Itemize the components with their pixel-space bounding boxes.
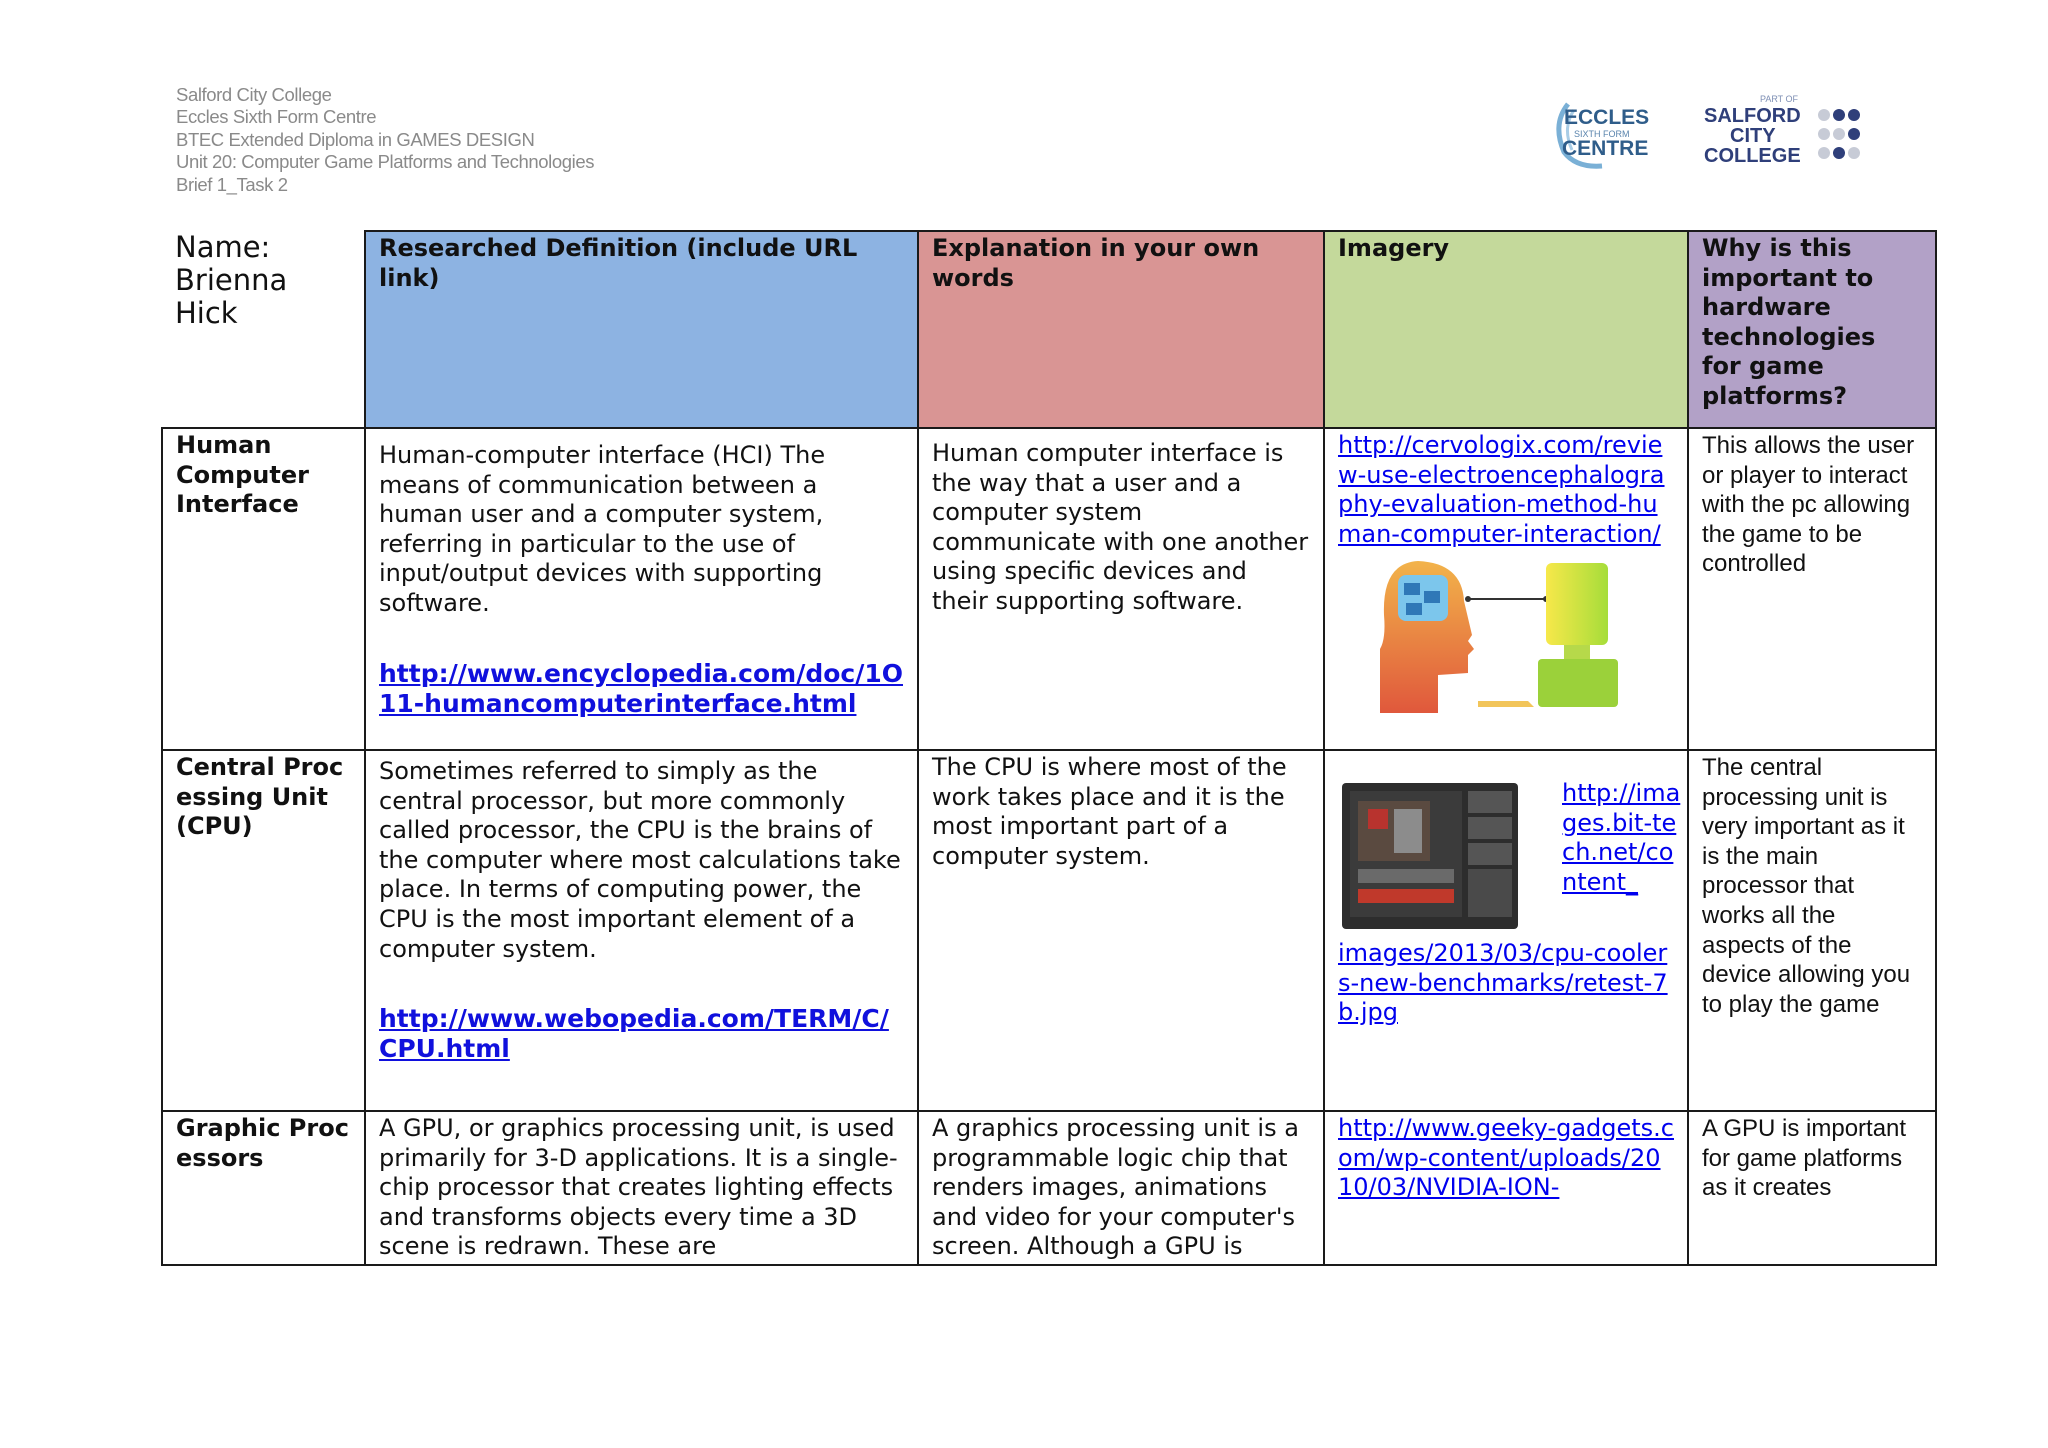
term-human-computer-interface: Human Computer Interface [162, 428, 365, 750]
svg-text:CITY: CITY [1730, 125, 1776, 147]
imagery-cell [1324, 750, 1688, 1111]
definition-text: Sometimes referred to simply as the central processor, but more commonly called processor, the CPU is the brains of the computer where most calculations take place. In terms of computing power, the CPU is the most important element of a computer system. [379, 757, 901, 963]
imagery-url-link[interactable]: http://images.bit-tech.net/content_ [1562, 779, 1681, 896]
header-line: Eccles Sixth Form Centre [176, 106, 377, 128]
imagery-cell [1324, 428, 1688, 750]
definition-url-link[interactable]: http://www.webopedia.com/TERM/C/CPU.html [379, 1004, 889, 1064]
header-line: Salford City College [176, 84, 332, 105]
definition-text: Human-computer interface (HCI) The means of communication between a human user and a computer system, referring in particular to the use of input/output devices with supporting software. [379, 441, 826, 617]
explanation-cell: The CPU is where most of the work takes place and it is the most important part of a computer system. [918, 750, 1324, 1111]
eccles-centre-logo [1548, 94, 1656, 172]
definition-cell [365, 428, 918, 750]
svg-text:CENTRE: CENTRE [1562, 137, 1649, 160]
table-header-row [162, 231, 1936, 428]
table-row [162, 1111, 1936, 1265]
imagery-cell [1324, 1111, 1688, 1265]
importance-cell: A GPU is important for game platforms as it creates [1688, 1111, 1936, 1265]
explanation-cell: A graphics processing unit is a programmable logic chip that renders images, animations and video for your computer's screen. Although a GPU is [918, 1111, 1324, 1265]
term-central-processing-unit: Central Processing Unit (CPU) [162, 750, 365, 1111]
term-graphic-processors: Graphic Processors [162, 1111, 365, 1265]
table-row [162, 750, 1936, 1111]
column-header-definition: Researched Definition (include URL link) [365, 231, 918, 428]
imagery-url-link[interactable]: http://cervologix.com/review-use-electroencephalography-evaluation-method-human-computer-interaction/ [1338, 431, 1665, 548]
header-line: Unit 20: Computer Game Platforms and Technologies [176, 151, 595, 173]
name-cell [162, 231, 365, 428]
document-header [176, 84, 594, 196]
svg-text:SIXTH FORM: SIXTH FORM [1574, 129, 1630, 139]
table-row [162, 428, 1936, 750]
definition-cell: A GPU, or graphics processing unit, is used primarily for 3-D applications. It is a single-chip processor that creates lighting effects and transforms objects every time a 3D scene is redrawn. These are [365, 1111, 918, 1265]
importance-cell: This allows the user or player to interact with the pc allowing the game to be controlled [1688, 428, 1936, 750]
column-header-importance: Why is this important to hardware technologies for game platforms? [1688, 231, 1936, 428]
imagery-url-link[interactable]: http://www.geeky-gadgets.com/wp-content/uploads/2010/03/NVIDIA-ION- [1338, 1114, 1674, 1202]
definition-cell [365, 750, 918, 1111]
name-label: Name: [175, 231, 271, 264]
imagery-url-link-continued[interactable]: images/2013/03/cpu-coolers-new-benchmarks/retest-7b.jpg [1338, 939, 1668, 1027]
salford-city-college-logo [1700, 90, 1860, 170]
definition-url-link[interactable]: http://www.encyclopedia.com/doc/1O11-humancomputerinterface.html [379, 658, 903, 718]
svg-text:ECCLES: ECCLES [1564, 106, 1650, 129]
header-line: Brief 1_Task 2 [176, 173, 288, 195]
svg-text:COLLEGE: COLLEGE [1704, 145, 1801, 167]
svg-text:PART OF: PART OF [1760, 94, 1799, 104]
research-table [161, 230, 1937, 1266]
computer-case-photo [1338, 779, 1528, 937]
importance-cell: The central processing unit is very important as it is the main processor that works all the aspects of the device allowing you to play the game [1688, 750, 1936, 1111]
column-header-imagery: Imagery [1324, 231, 1688, 428]
explanation-cell: Human computer interface is the way that a user and a computer system communicate with one another using specific devices and their supporting software. [918, 428, 1324, 750]
svg-text:SALFORD: SALFORD [1704, 105, 1801, 127]
column-header-explanation: Explanation in your own words [918, 231, 1324, 428]
header-line: BTEC Extended Diploma in GAMES DESIGN [176, 128, 535, 150]
student-name: Brienna Hick [175, 263, 288, 330]
human-computer-interaction-illustration [1378, 555, 1628, 715]
